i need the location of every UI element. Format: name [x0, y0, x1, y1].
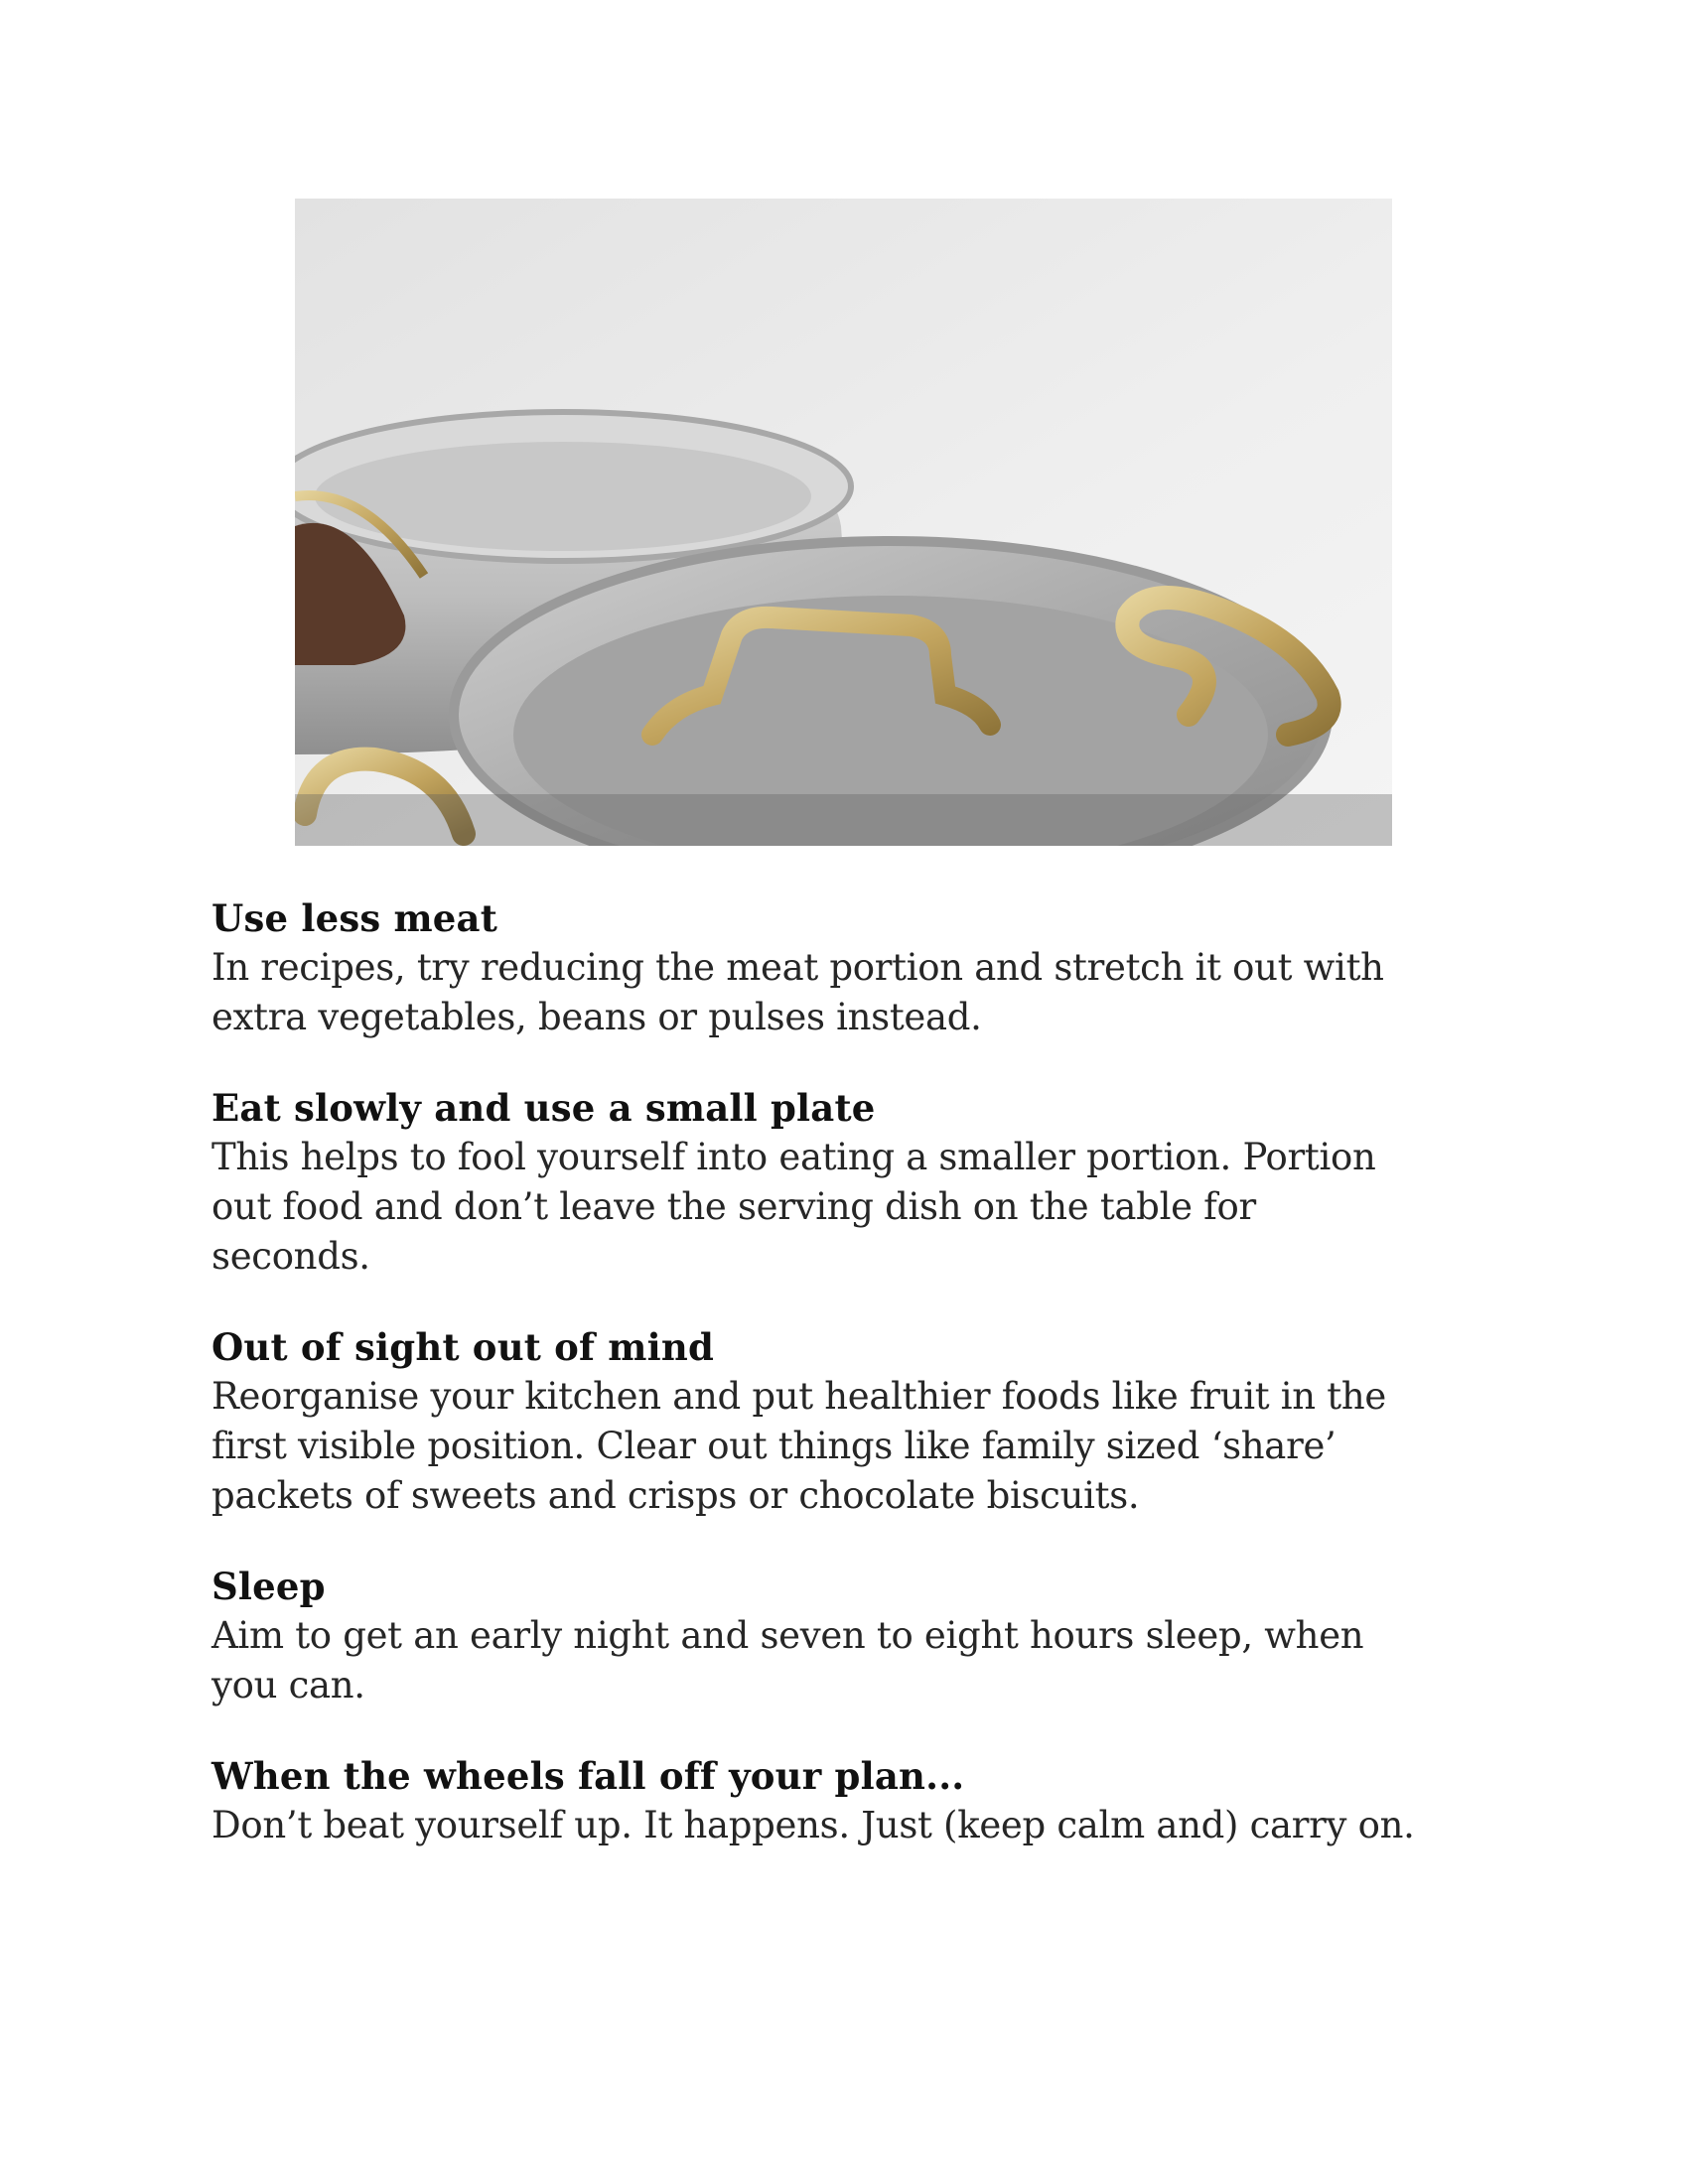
tip-heading: Out of sight out of mind	[211, 1325, 715, 1369]
tip-body: In recipes, try reducing the meat portion and stretch it out with extra vegetables, beans or pulses instead.	[211, 946, 1384, 1038]
tip-body: This helps to fool yourself into eating a smaller portion. Portion out food and don’t leave the serving dish on the table for seconds.	[211, 1136, 1376, 1278]
tip-heading: Use less meat	[211, 896, 498, 940]
tip-body: Don’t beat yourself up. It happens. Just (keep calm and) carry on.	[211, 1804, 1415, 1846]
tip-heading: Eat slowly and use a small plate	[211, 1086, 876, 1130]
cookware-photo	[295, 199, 1392, 846]
tip-body: Reorganise your kitchen and put healthier foods like fruit in the first visible position. Clear out things like family sized ‘share’ packets of sweets and crisps or chocolate biscuits.	[211, 1375, 1386, 1517]
tips-list	[211, 893, 1482, 1891]
tip-eat-slowly	[211, 1083, 1482, 1282]
tip-use-less-meat	[211, 893, 1482, 1042]
tip-sleep	[211, 1562, 1482, 1710]
tip-wheels-fall-off	[211, 1751, 1482, 1850]
tip-heading: When the wheels fall off your plan...	[211, 1754, 965, 1798]
tip-heading: Sleep	[211, 1565, 326, 1608]
pots-illustration-icon	[295, 199, 1392, 846]
tip-body: Aim to get an early night and seven to eight hours sleep, when you can.	[211, 1614, 1364, 1706]
tip-out-of-sight	[211, 1322, 1482, 1521]
